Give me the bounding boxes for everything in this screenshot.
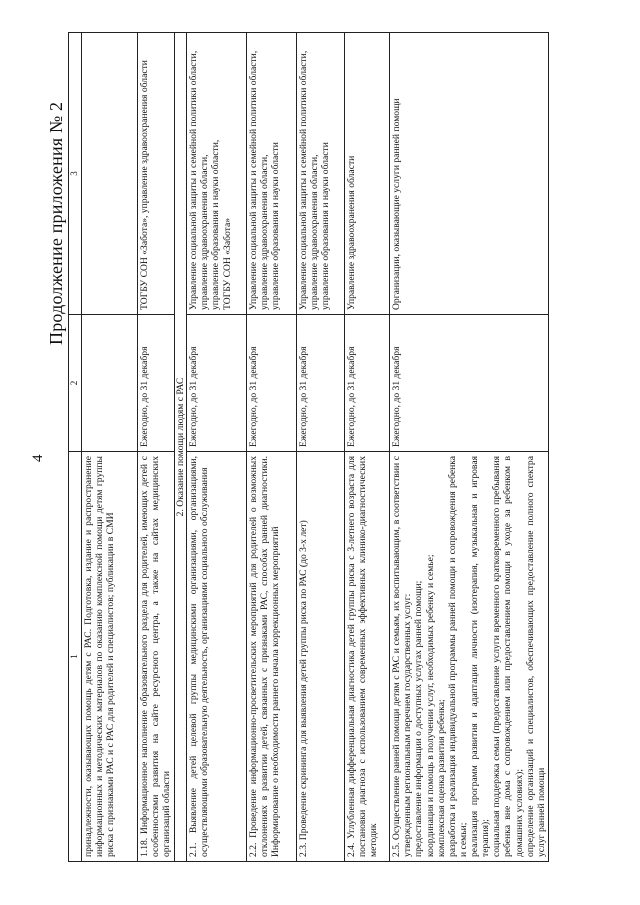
page-number: 4 bbox=[30, 454, 46, 462]
table-row bbox=[187, 33, 247, 862]
column-number: 2 bbox=[69, 315, 82, 452]
deadline-cell: Ежегодно, до 31 декабря bbox=[247, 315, 297, 452]
responsible-cell bbox=[187, 33, 247, 315]
deadline-cell: Ежегодно, до 31 декабря bbox=[138, 315, 175, 452]
responsible-line: Управление социальной защиты и семейной политики области, bbox=[298, 50, 310, 310]
measure-line: реализация программ развития и адаптации личности (изотерапия, музыкальная и игровая терапия); bbox=[469, 456, 492, 857]
responsible-line: управление образования и науки области bbox=[320, 142, 332, 310]
measure-cell: 2.4. Углубленная дифференциальная диагностика детей группы риска с 3-летнего возраста для постановки диагноза с использованием современных эффективных клинико-диагностических методик bbox=[345, 452, 390, 862]
measure-line: предоставление информации о доступных услугах ранней помощи; bbox=[413, 580, 425, 857]
measure-line: определение организаций и специалистов, обеспечивающих предоставление полного спектра услуг ранней помощи bbox=[524, 456, 547, 857]
responsible-line: Управление социальной защиты и семейной политики области, bbox=[248, 50, 260, 310]
responsible-cell bbox=[247, 33, 297, 315]
responsible-line: управление здравоохранения области, bbox=[309, 154, 321, 310]
page-heading: Продолжение приложения № 2 bbox=[46, 101, 66, 345]
measure-cell: 2.3. Проведение скрининга для выявления детей группы риска по РАС (до 3-х лет) bbox=[297, 452, 345, 862]
measure-cell bbox=[390, 452, 549, 862]
table-row bbox=[138, 33, 175, 862]
table-row bbox=[345, 33, 390, 862]
deadline-cell: Ежегодно, до 31 декабря bbox=[297, 315, 345, 452]
responsible-line: управление здравоохранения области, bbox=[199, 154, 211, 310]
measure-line: социальная поддержка семьи (предоставление услуги временного кратковременного пребывания ребенка вне дома с сопровождением или предоставлением помощи в уходе за ребенком в домашних условиях); bbox=[491, 456, 525, 857]
responsible-line: управление образования и науки области, bbox=[210, 139, 222, 310]
section-row bbox=[175, 33, 187, 862]
responsible-line: управление образования и науки области bbox=[270, 142, 282, 310]
column-number: 1 bbox=[69, 452, 82, 862]
measures-table bbox=[68, 32, 549, 862]
responsible-cell: Управление здравоохранения области bbox=[345, 33, 390, 315]
responsible-line: ТОГБУ СОН «Забота» bbox=[221, 217, 233, 310]
measure-line: 2.5. Осуществление ранней помощи детям с РАС и семьям, их воспитывающим, в соответствии с утвержденным региональным перечнем государственных услуг: bbox=[391, 456, 414, 857]
deadline-cell: Ежегодно, до 31 декабря bbox=[345, 315, 390, 452]
measure-line: разработка и реализация индивидуальной программы ранней помощи и сопровождения ребенка и семьи; bbox=[446, 456, 469, 857]
measure-cell: 2.2. Проведение информационно-просветительских мероприятий для родителей о возможных отклонениях в развитии детей, связанных с признаками РАС, способах ранней диагностики. Информирование о необходимости раннего начала коррекционных мероприятий bbox=[247, 452, 297, 862]
column-number: 3 bbox=[69, 33, 82, 315]
table-row bbox=[390, 33, 549, 862]
section-title: 2. Оказание помощи людям с РАС bbox=[175, 33, 187, 862]
deadline-cell: Ежегодно, до 31 декабря bbox=[187, 315, 247, 452]
responsible-cell bbox=[297, 33, 345, 315]
responsible-cell bbox=[82, 33, 138, 315]
table-row bbox=[247, 33, 297, 862]
responsible-cell: Организации, оказывающие услуги ранней помощи bbox=[390, 33, 549, 315]
column-number-row bbox=[69, 33, 82, 862]
measure-cell: 2.1. Выявление детей целевой группы медицинскими организациями, организациями, осуществляющими образовательную деятельность, организациями социального обслуживания bbox=[187, 452, 247, 862]
deadline-cell bbox=[82, 315, 138, 452]
responsible-line: управление здравоохранения области, bbox=[259, 154, 271, 310]
measure-line: координация и помощь в получении услуг, необходимых ребенку и семье; bbox=[424, 554, 436, 857]
measure-cell: принадлежности, оказывающих помощь детям с РАС. Подготовка, издание и распространение информационных и методических материалов по оказанию комплексной помощи детям группы риска с признаками РАС и с РАС для родителей и специалистов; публикации в СМИ bbox=[82, 452, 138, 862]
deadline-cell: Ежегодно, до 31 декабря bbox=[390, 315, 549, 452]
table-row bbox=[82, 33, 138, 862]
responsible-line: Управление социальной защиты и семейной политики области, bbox=[188, 50, 200, 310]
measure-cell: 1.18. Информационное наполнение образовательного раздела для родителей, имеющих детей с особенностями развития на сайте ресурсного центра, а также на сайтах медицинских организаций области bbox=[138, 452, 175, 862]
table-row bbox=[297, 33, 345, 862]
measure-line: комплексная оценка развития ребенка; bbox=[435, 699, 447, 857]
responsible-cell: ТОГБУ СОН «Забота», управление здравоохранения области bbox=[138, 33, 175, 315]
